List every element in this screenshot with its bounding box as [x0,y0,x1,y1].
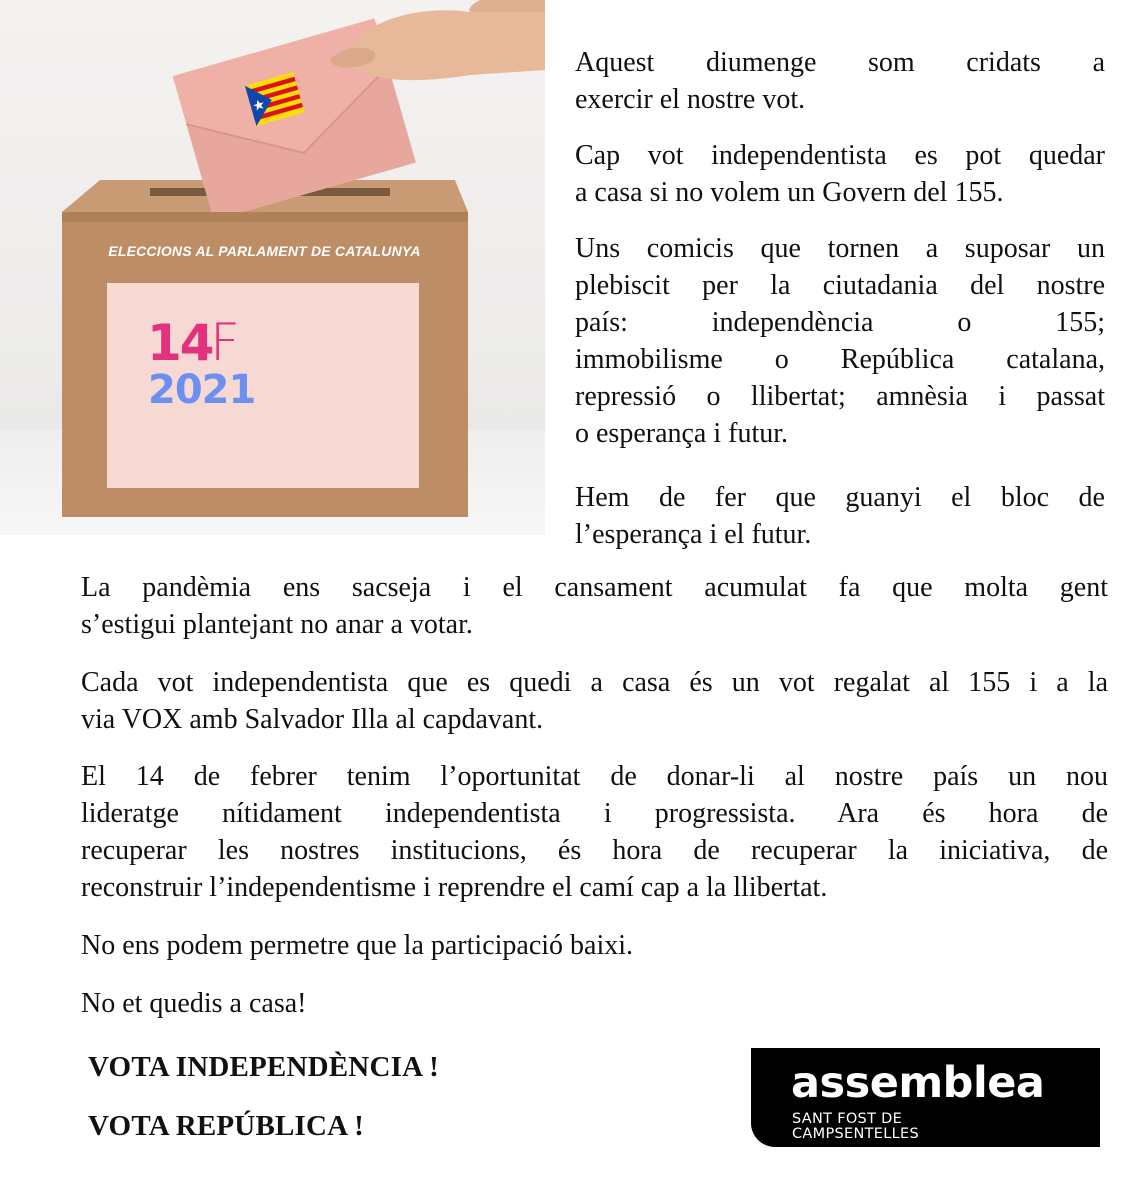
paragraph-7: El 14 de febrer tenim l’oportunitat de donar-li al nostre país un nou lideratge nítidament independentista i progressista. Ara és hora de recuperar les nostres institucions, és hora de recuperar la iniciativa, de reconstruir l’independentisme i reprendre el camí cap a la llibertat. [81,761,1108,903]
logo-wordmark: assemblea [791,1058,1045,1108]
paragraph-1: Aquest diumenge som cridats a exercir el nostre vot. [575,47,1105,115]
paragraph-4: Hem de fer que guanyi el bloc de l’esperança i el futur. [575,482,1105,550]
paragraph-2: Cap vot independentista es pot quedar a casa si no volem un Govern del 155. [575,140,1105,208]
paragraph-5: La pandèmia ens sacseja i el cansament acumulat fa que molta gent s’estigui plantejant no anar a votar. [81,572,1108,640]
paragraph-6: Cada vot independentista que es quedi a casa és un vot regalat al 155 i a la via VOX amb Salvador Illa al capdavant. [81,667,1108,735]
poster-letter: F [210,313,240,373]
assemblea-logo [751,1048,1100,1147]
slogan-republica: VOTA REPÚBLICA ! [88,1110,365,1142]
ballot-box-illustration [0,0,545,535]
poster-year: 2021 [148,367,256,413]
logo-subtitle-line-1: SANT FOST DE [792,1111,903,1127]
paragraph-9: No et quedis a casa! [81,988,307,1019]
box-caption: ELECCIONS AL PARLAMENT DE CATALUNYA [108,243,421,259]
paragraph-3: Uns comicis que tornen a suposar un plebiscit per la ciutadania del nostre país: independència o 155; immobilisme o República catalana, repressió o llibertat; amnèsia i passat o esperança i futur. [575,233,1105,449]
slogan-independencia: VOTA INDEPENDÈNCIA ! [88,1051,439,1083]
logo-subtitle [792,1112,919,1142]
logo-subtitle-line-2: CAMPSENTELLES [792,1126,919,1142]
paragraph-8: No ens podem permetre que la participació baixi. [81,930,634,961]
hand [330,0,545,80]
poster-day: 14 [147,314,213,372]
